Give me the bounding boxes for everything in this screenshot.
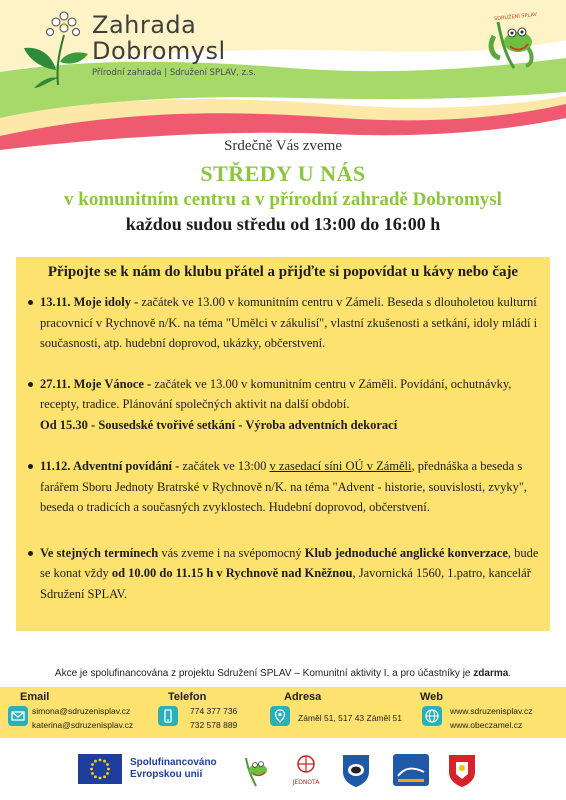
web-list [450,704,533,732]
partner-logos [0,744,566,800]
regional-logo-icon [392,752,430,793]
item-2-title: 27.11. Moje Vánoce - [40,376,152,391]
item-4-text-b: , bude se konat vždy [40,545,539,580]
phone-list [190,704,237,732]
bullet [28,382,33,387]
item-2-text: začátek ve 13.00 v komunitním centru v Záměli. Povídání, ochutnávky, recepty, tradice. Plánování společných aktivit na další období. [40,376,512,411]
logo-subtitle: Přírodní zahrada | Sdružení SPLAV, z.s. [92,68,256,78]
bullet [28,464,33,469]
program-item-2 [16,374,550,436]
program-item-4 [16,543,550,605]
item-3-text-a: začátek ve 13:00 [179,459,270,473]
item-4-text-c: , Javornická 1560, 1.patro, kancelář Sdružení SPLAV. [40,566,531,601]
item-2-extra: Od 15.30 - Sousedské tvořivé setkání - Výroba adventních dekorací [40,417,398,432]
logo-title-line2: Dobromysl [92,37,226,65]
frog-logo-icon [484,12,544,77]
email-link-2[interactable]: katerina@sdruzenisplav.cz [32,720,134,730]
item-4-text-a: vás zveme i na svépomocný [158,545,305,560]
item-4-bold-b: Klub jednoduché anglické konverzace [304,545,508,560]
item-1-title: 13.11. Moje idoly - [40,295,139,309]
logo-text [92,12,256,78]
frog-partner-logo-icon [238,752,274,793]
email-heading: Email [20,691,50,703]
eu-label-line2: Evropskou unií [130,769,203,780]
web-link-1[interactable]: www.sdruzenisplav.cz [450,706,533,716]
web-link-2[interactable]: www.obeczamel.cz [450,720,523,730]
program-list [16,292,550,604]
jednota-label: JEDNOTA [292,779,320,786]
eu-label-line1: Spolufinancováno [130,757,217,768]
event-time: každou sudou středu od 13:00 do 16:00 h [125,214,441,234]
frog-logo-label: SDRUŽENÍ SPLAV [493,11,538,23]
address-heading: Adresa [284,691,322,703]
eu-cofunding-label [130,757,217,781]
phone-1[interactable]: 774 377 736 [190,706,238,716]
item-1-text: začátek ve 13.00 v komunitním centru v Zámeli. Beseda s dlouholetou kulturní pracovnicí v Rychnově n/K. na téma "Umělci v zákulisí", vlastní zkušenosti a setkání, idoly mládí i současnosti, atp. hudební doprovod, ukázky, občerstvení. [40,295,538,350]
municipal-crest-logo-icon [446,752,478,793]
greeting: Srdečně Vás zveme [223,138,342,154]
event-subtitle: v komunitním centru a v přírodní zahradě Dobromysl [64,189,502,210]
bear-crest-logo-icon [340,752,372,793]
email-link-1[interactable]: simona@sdruzenisplav.cz [32,706,131,716]
cofunding-end: . [508,668,512,679]
phone-heading: Telefon [168,691,207,703]
cofunding-text: Akce je spolufinancována z projektu Sdružení SPLAV – Komunitní aktivity I. a pro účastníky je [54,668,474,679]
globe-icon [422,706,442,726]
bullet [28,551,33,556]
item-4-bold-a: Ve stejných termínech [40,545,159,560]
header-banner [0,0,566,150]
program-item-3 [16,456,550,518]
item-4-bold-c: od 10.00 do 11.15 h v Rychnově nad Kněžnou [111,566,353,580]
web-heading: Web [420,691,444,703]
phone-icon [158,706,178,726]
logo-title-line1: Zahrada [92,11,197,39]
bullet [28,300,33,305]
eu-flag-icon [78,754,122,784]
email-icon [8,706,28,726]
plant-logo-icon [20,10,95,95]
invitation-intro [0,138,566,235]
program-item-1 [16,292,550,354]
jednota-logo-icon [288,752,324,793]
item-3-venue: v zasedací síni OÚ v Záměli [269,459,412,473]
email-list [32,704,133,732]
program-box [16,257,550,631]
program-heading: Připojte se k nám do klubu přátel a přijďte si popovídat u kávy nebo čaje [47,264,519,280]
cofunding-free: zdarma [473,668,509,679]
item-3-title: 11.12. Adventní povídání - [40,459,180,473]
phone-2[interactable]: 732 578 889 [190,720,238,730]
cofunding-note [0,668,566,679]
event-title: STŘEDY U NÁS [200,161,366,186]
location-pin-icon [270,706,290,726]
item-3-text-b: , přednáška a beseda s farářem Sboru Jednoty Bratrské v Rychnově n/K. na téma "Advent - historie, souvislosti, zvyky", beseda o tradicích a současných zvyklostech. Hudební doprovod, občerstvení. [40,459,528,514]
address-text: Záměl 51, 517 43 Záměl 51 [298,713,402,723]
contact-bar [0,687,566,738]
